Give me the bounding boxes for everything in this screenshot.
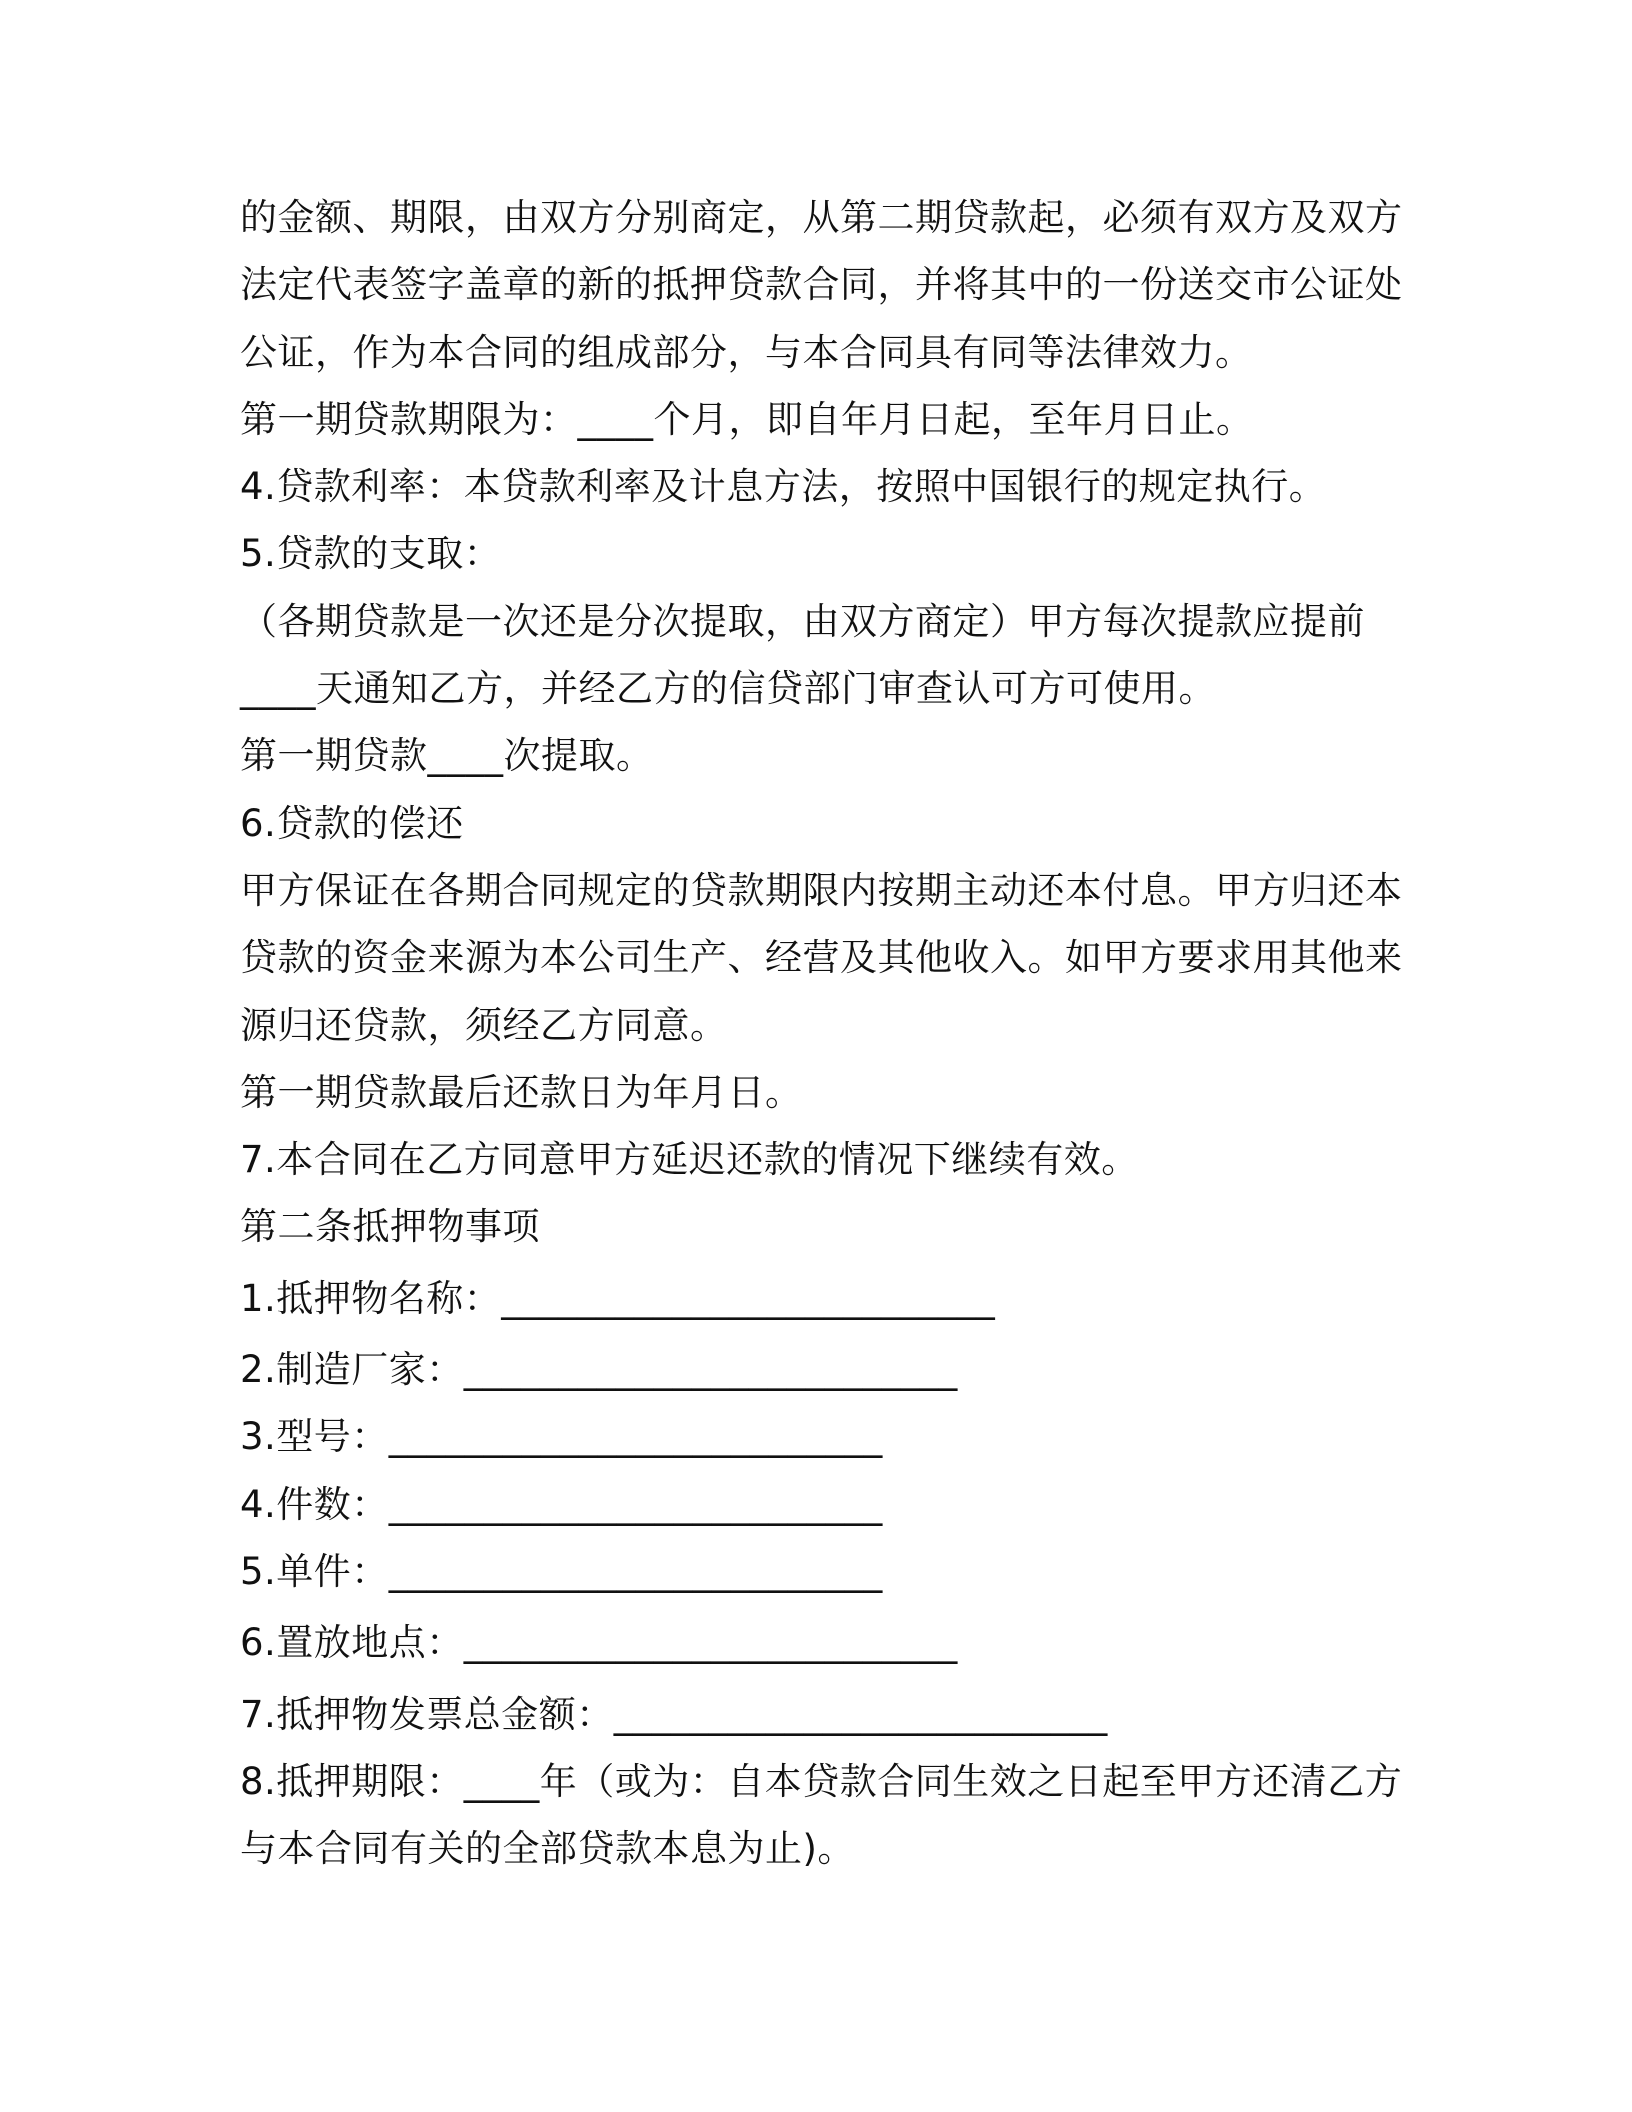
paragraph-line: 第一期贷款期限为：____个月，即自年月日起，至年月日止。: [240, 397, 1254, 441]
field-line: 5.单件：__________________________: [240, 1549, 883, 1593]
paragraph-line: 贷款的资金来源为本公司生产、经营及其他收入。如甲方要求用其他来: [240, 936, 1403, 980]
paragraph-line: 法定代表签字盖章的新的抵押贷款合同，并将其中的一份送交市公证处: [240, 263, 1403, 307]
paragraph-line: 4.贷款利率：本贷款利率及计息方法，按照中国银行的规定执行。: [240, 465, 1327, 509]
paragraph-line: 6.贷款的偿还: [240, 801, 464, 845]
paragraph-line: 源归还贷款，须经乙方同意。: [240, 1003, 728, 1047]
paragraph-line: 7.本合同在乙方同意甲方延迟还款的情况下继续有效。: [240, 1138, 1139, 1182]
field-line: 2.制造厂家：__________________________: [240, 1348, 958, 1392]
paragraph-line: 8.抵押期限：____年（或为：自本贷款合同生效之日起至甲方还清乙方: [240, 1759, 1403, 1803]
field-line: 1.抵押物名称：__________________________: [240, 1276, 996, 1320]
section-heading: 第二条抵押物事项: [240, 1205, 540, 1249]
contract-body: [240, 184, 1403, 1882]
paragraph-line: 第一期贷款____次提取。: [240, 734, 654, 778]
field-line: 6.置放地点：__________________________: [240, 1621, 958, 1665]
paragraph-line: 的金额、期限，由双方分别商定，从第二期贷款起，必须有双方及双方: [240, 196, 1403, 239]
paragraph-line: 第一期贷款最后还款日为年月日。: [240, 1070, 803, 1114]
paragraph-line: 与本合同有关的全部贷款本息为止)。: [240, 1827, 855, 1871]
paragraph-line: 公证，作为本合同的组成部分，与本合同具有同等法律效力。: [240, 330, 1253, 374]
field-line: 7.抵押物发票总金额：__________________________: [240, 1692, 1108, 1736]
field-line: 4.件数：__________________________: [240, 1482, 883, 1526]
field-line: 3.型号：__________________________: [240, 1415, 883, 1459]
paragraph-line: 甲方保证在各期合同规定的贷款期限内按期主动还本付息。甲方归还本: [240, 868, 1403, 912]
paragraph-line: ____天通知乙方，并经乙方的信贷部门审查认可方可使用。: [240, 667, 1216, 711]
paragraph-line: 5.贷款的支取：: [240, 532, 502, 576]
paragraph-line: （各期贷款是一次还是分次提取，由双方商定）甲方每次提款应提前: [240, 599, 1365, 643]
